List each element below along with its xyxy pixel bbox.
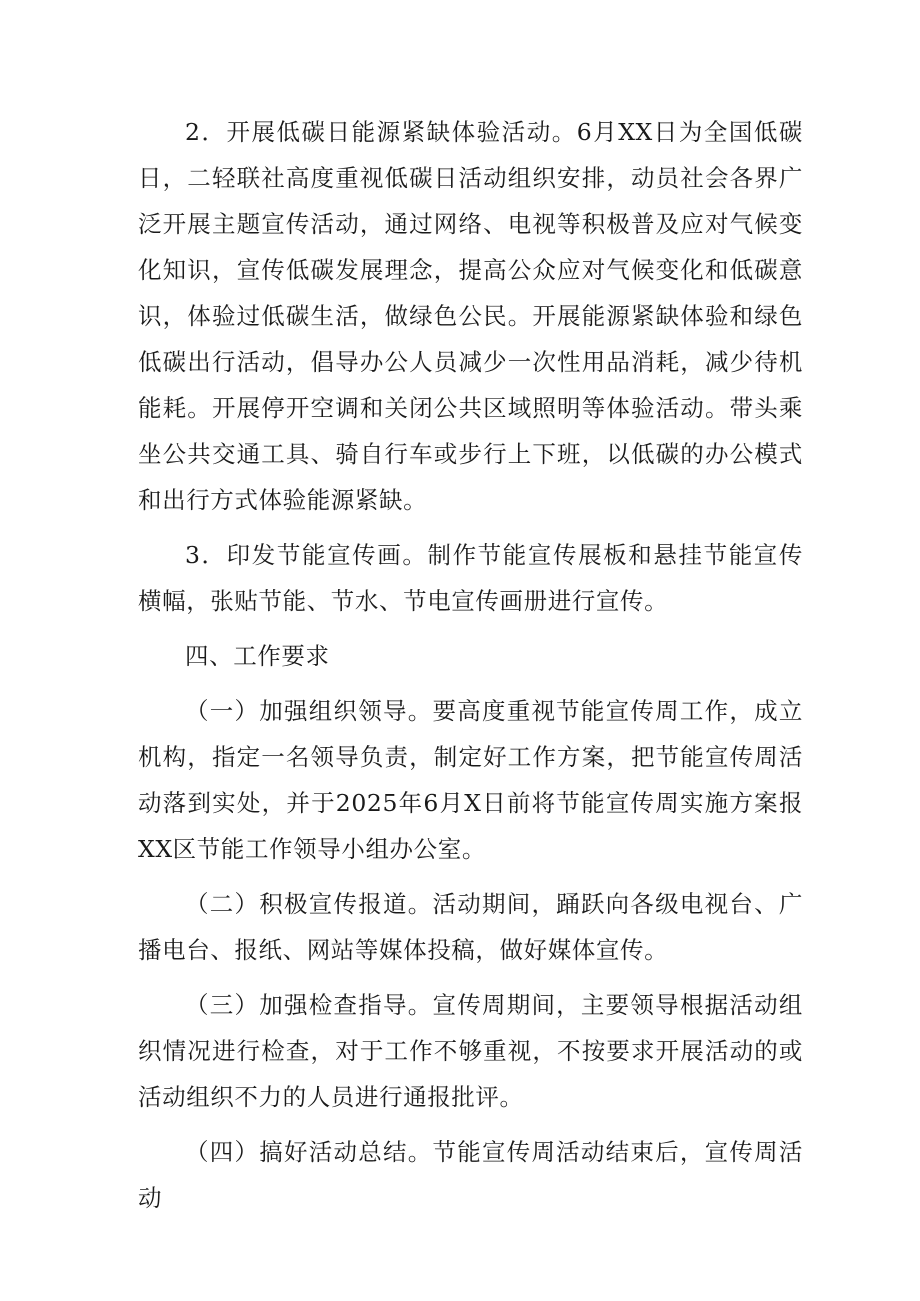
paragraph-activity-summary: （四）搞好活动总结。节能宣传周活动结束后，宣传周活动 xyxy=(138,1138,803,1212)
paragraph-organization-leadership: （一）加强组织领导。要高度重视节能宣传周工作，成立机构，指定一名领导负责，制定好工作方案，把节能宣传周活动落到实处，并于2025年6月X日前将节能宣传周实施方案报XX区节能工作领导小组办公室。 xyxy=(138,697,803,863)
document-body xyxy=(138,109,803,1221)
paragraph-publicity-reporting: （二）积极宣传报道。活动期间，踊跃向各级电视台、广播电台、报纸、网站等媒体投稿，做好媒体宣传。 xyxy=(138,890,803,964)
section-heading-work-requirements: 四、工作要求 xyxy=(185,642,330,670)
paragraph-inspection-guidance: （三）加强检查指导。宣传周期间，主要领导根据活动组织情况进行检查，对于工作不够重视，不按要求开展活动的或活动组织不力的人员进行通报批评。 xyxy=(138,991,803,1111)
paragraph-low-carbon-day: 2．开展低碳日能源紧缺体验活动。6月XX日为全国低碳日，二轻联社高度重视低碳日活动组织安排，动员社会各界广泛开展主题宣传活动，通过网络、电视等积极普及应对气候变化知识，宣传低碳发展理念，提高公众应对气候变化和低碳意识，体验过低碳生活，做绿色公民。开展能源紧缺体验和绿色低碳出行活动，倡导办公人员减少一次性用品消耗，减少待机能耗。开展停开空调和关闭公共区域照明等体验活动。带头乘坐公共交通工具、骑自行车或步行上下班，以低碳的办公模式和出行方式体验能源紧缺。 xyxy=(138,118,803,514)
paragraph-posters: 3．印发节能宣传画。制作节能宣传展板和悬挂节能宣传横幅，张贴节能、节水、节电宣传画册进行宣传。 xyxy=(138,541,803,615)
